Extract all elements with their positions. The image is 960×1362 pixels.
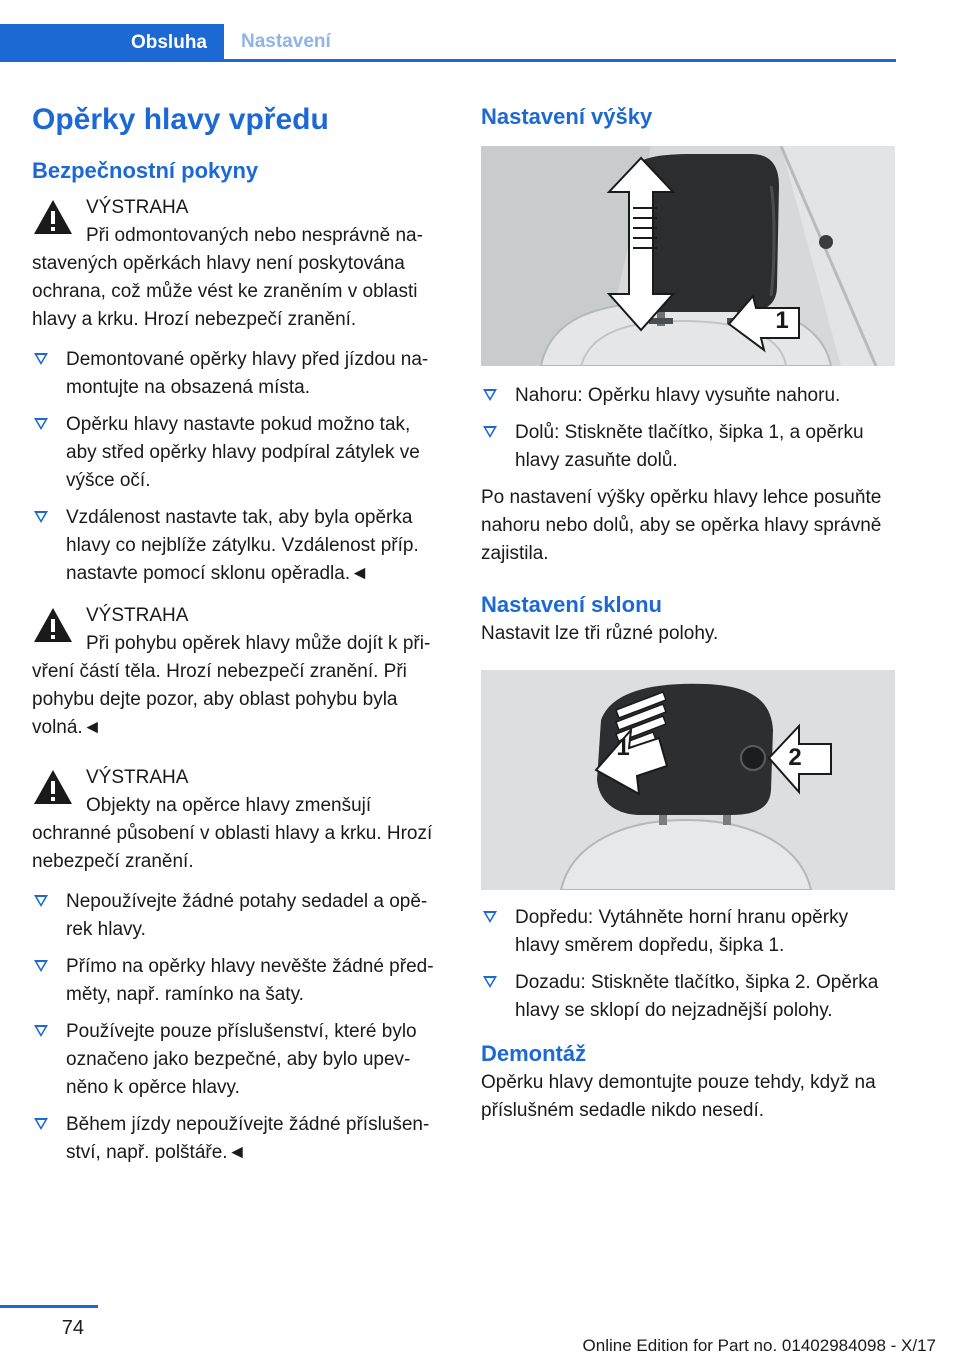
- list-item: Dopředu: Vytáhněte horní hranu opěrky hlavy směrem dopředu, šipka 1.: [481, 904, 895, 960]
- tilt-list: [481, 904, 895, 1025]
- list-item: Dolů: Stiskněte tlačítko, šipka 1, a opěrku hlavy zasuňte dolů.: [481, 419, 895, 475]
- section-tilt-title: Nastavení sklonu: [481, 592, 662, 617]
- warning-label: VÝSTRAHA: [86, 767, 189, 788]
- figure-callout-1: 1: [775, 307, 789, 334]
- warning-label: VÝSTRAHA: [86, 197, 189, 218]
- section-safety-title: Bezpečnostní pokyny: [32, 158, 259, 183]
- list-item: Nepoužívejte žádné potahy sedadel a opě‐rek hlavy.: [32, 888, 446, 944]
- warning-icon: [32, 768, 74, 806]
- bullet-triangle-icon: [34, 895, 48, 907]
- figure-tilt-adjust: [481, 670, 895, 890]
- warning-block-1: [32, 194, 446, 334]
- list-item: Používejte pouze příslušenství, které bylo označeno jako bezpečné, aby bylo upev‐něno k opěrce hlavy.: [32, 1018, 446, 1102]
- safety-list-2: [32, 888, 446, 1167]
- bullet-triangle-icon: [483, 911, 497, 923]
- tab-nastaveni[interactable]: Nastavení: [241, 31, 331, 52]
- right-column: [481, 100, 895, 1125]
- tilt-intro: Nastavit lze tři různé polohy.: [481, 623, 719, 644]
- bullet-triangle-icon: [483, 426, 497, 438]
- list-item: Dozadu: Stiskněte tlačítko, šipka 2. Opěrka hlavy se sklopí do nejzadnější polohy.: [481, 969, 895, 1025]
- header-tabbar: [0, 24, 896, 62]
- headrest-tilt-illustration: [481, 670, 895, 890]
- warning-text: Při odmontovaných nebo nesprávně na‐stavených opěrkách hlavy není poskytována ochrana, což může vést ke zraněním v oblasti hlavy a krku. Hrozí nebezpečí zranění.: [32, 225, 423, 330]
- warning-label: VÝSTRAHA: [86, 605, 189, 626]
- bullet-triangle-icon: [34, 960, 48, 972]
- list-item: Vzdálenost nastavte tak, aby byla opěrka hlavy co nejblíže zátylku. Vzdálenost příp. nastavte pomocí sklonu opěradla.◄: [32, 504, 446, 588]
- warning-block-3: [32, 764, 446, 876]
- figure-callout-1: 1: [616, 734, 630, 761]
- bullet-triangle-icon: [483, 976, 497, 988]
- list-item: Demontované opěrky hlavy před jízdou na‐montujte na obsazená místa.: [32, 346, 446, 402]
- warning-icon: [32, 198, 74, 236]
- tab-obsluha[interactable]: Obsluha: [0, 24, 224, 62]
- warning-block-2: [32, 602, 446, 742]
- headrest-height-illustration: [481, 146, 895, 366]
- bullet-triangle-icon: [34, 1025, 48, 1037]
- removal-text: Opěrku hlavy demontujte pouze tehdy, když na příslušném sedadle nikdo nesedí.: [481, 1072, 876, 1121]
- bullet-triangle-icon: [34, 511, 48, 523]
- safety-list-1: [32, 346, 446, 588]
- bullet-triangle-icon: [34, 1118, 48, 1130]
- figure-callout-2: 2: [788, 744, 802, 771]
- page-title: Opěrky hlavy vpředu: [32, 103, 329, 136]
- section-height-title: Nastavení výšky: [481, 104, 653, 129]
- warning-icon: [32, 606, 74, 644]
- bullet-triangle-icon: [34, 353, 48, 365]
- bullet-triangle-icon: [483, 389, 497, 401]
- left-column: [32, 100, 446, 1176]
- list-item: Během jízdy nepoužívejte žádné příslušen‐ství, např. polštáře.◄: [32, 1111, 446, 1167]
- header-rule: [0, 59, 896, 62]
- footer-rule: [0, 1305, 98, 1308]
- warning-text: Při pohybu opěrek hlavy může dojít k při‐vření částí těla. Hrozí nebezpečí zranění. Při pohybu dejte pozor, aby oblast pohybu byla volná.◄: [32, 633, 431, 738]
- list-item: Nahoru: Opěrku hlavy vysuňte nahoru.: [481, 382, 895, 410]
- warning-text: Objekty na opěrce hlavy zmenšují ochranné působení v oblasti hlavy a krku. Hrozí nebezpečí zranění.: [32, 795, 433, 872]
- list-item: Přímo na opěrky hlavy nevěšte žádné před‐měty, např. ramínko na šaty.: [32, 953, 446, 1009]
- section-removal-title: Demontáž: [481, 1041, 587, 1066]
- page-number: 74: [61, 1317, 84, 1339]
- height-list: [481, 382, 895, 475]
- figure-height-adjust: [481, 146, 895, 366]
- edition-note: Online Edition for Part no. 01402984098 - X/17: [582, 1336, 936, 1355]
- height-note: Po nastavení výšky opěrku hlavy lehce posuňte nahoru nebo dolů, aby se opěrka hlavy správně zajistila.: [481, 487, 882, 564]
- bullet-triangle-icon: [34, 418, 48, 430]
- list-item: Opěrku hlavy nastavte pokud možno tak, aby střed opěrky hlavy podpíral zátylek ve výšce očí.: [32, 411, 446, 495]
